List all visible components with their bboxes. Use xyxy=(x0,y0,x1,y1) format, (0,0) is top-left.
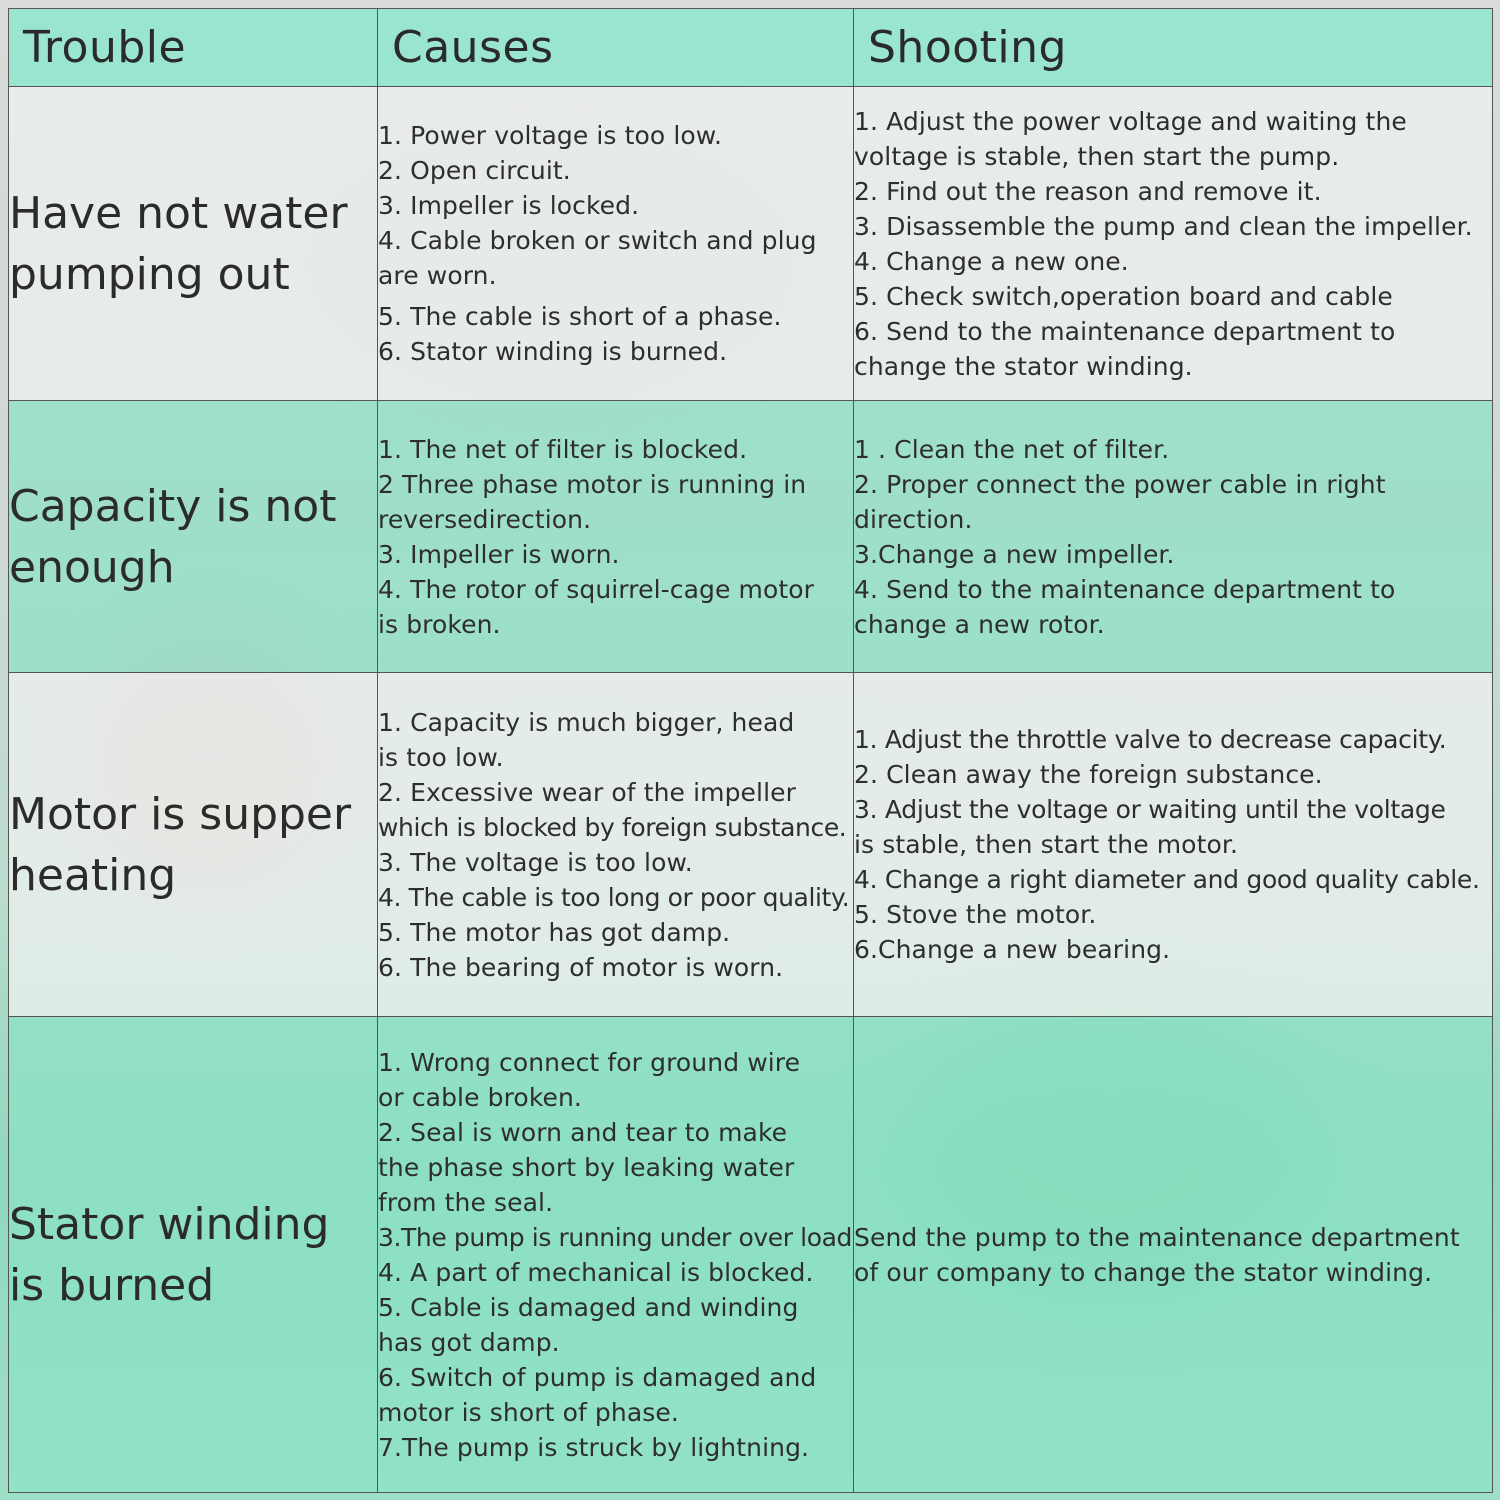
cause-line: 3. The voltage is too low. xyxy=(378,847,693,877)
trouble-line: Motor is supper xyxy=(9,788,352,840)
shooting-line: 3. Adjust the voltage or waiting until the voltage xyxy=(854,795,1446,824)
cause-line: or cable broken. xyxy=(378,1082,582,1112)
cause-line: are worn. xyxy=(378,261,497,290)
header-causes: Causes xyxy=(378,9,854,87)
table-row xyxy=(9,1017,1493,1493)
shooting-line: voltage is stable, then start the pump. xyxy=(854,141,1340,171)
causes-cell xyxy=(378,87,854,401)
shooting-line: 5. Stove the motor. xyxy=(854,900,1097,929)
trouble-cell xyxy=(9,401,378,673)
cause-line: 7.The pump is struck by lightning. xyxy=(378,1432,810,1462)
shooting-line: 1. Adjust the throttle valve to decrease capacity. xyxy=(854,725,1447,754)
cause-line: 5. The motor has got damp. xyxy=(378,917,731,947)
shooting-line: of our company to change the stator winding. xyxy=(854,1257,1433,1287)
shooting-line: 4. Change a right diameter and good quality cable. xyxy=(854,865,1480,894)
cause-line: motor is short of phase. xyxy=(378,1397,679,1427)
table-row xyxy=(9,401,1493,673)
shooting-line: 3. Disassemble the pump and clean the impeller. xyxy=(854,211,1473,241)
cause-line: 2. Open circuit. xyxy=(378,156,571,185)
cause-line: is broken. xyxy=(378,609,501,639)
table-row xyxy=(9,673,1493,1017)
cause-line: 6. The bearing of motor is worn. xyxy=(378,952,784,982)
cause-line: reversedirection. xyxy=(378,504,592,534)
shooting-line: 4. Change a new one. xyxy=(854,246,1129,276)
trouble-line: Have not water xyxy=(9,187,348,239)
table-header-row xyxy=(9,9,1493,87)
cause-line: 2. Seal is worn and tear to make xyxy=(378,1117,788,1147)
trouble-line: Capacity is not xyxy=(9,480,337,532)
cause-line: 4. Cable broken or switch and plug xyxy=(378,226,817,255)
shooting-cell xyxy=(854,401,1493,673)
trouble-line: heating xyxy=(9,849,177,901)
cause-line: 2. Excessive wear of the impeller xyxy=(378,777,796,807)
shooting-line: Send the pump to the maintenance department xyxy=(854,1222,1460,1252)
shooting-line: 2. Proper connect the power cable in right xyxy=(854,469,1386,499)
shooting-line: change a new rotor. xyxy=(854,609,1105,639)
cause-line: 4. A part of mechanical is blocked. xyxy=(378,1257,814,1287)
cause-line: 2 Three phase motor is running in xyxy=(378,469,807,499)
cause-line: from the seal. xyxy=(378,1187,554,1217)
troubleshooting-table xyxy=(8,8,1493,1493)
shooting-line: 1 . Clean the net of filter. xyxy=(854,434,1170,464)
shooting-cell xyxy=(854,87,1493,401)
cause-line: 4. The cable is too long or poor quality. xyxy=(378,882,850,912)
shooting-line: 4. Send to the maintenance department to xyxy=(854,574,1396,604)
trouble-cell xyxy=(9,673,378,1017)
trouble-line: Stator winding xyxy=(9,1198,330,1250)
cause-line: is too low. xyxy=(378,742,504,772)
header-shooting: Shooting xyxy=(854,9,1493,87)
cause-line: 3.The pump is running under over load xyxy=(378,1222,853,1252)
shooting-line: 6. Send to the maintenance department to xyxy=(854,316,1396,346)
cause-line: 6. Switch of pump is damaged and xyxy=(378,1362,817,1392)
cause-line: 6. Stator winding is burned. xyxy=(378,337,728,366)
shooting-line: 5. Check switch,operation board and cable xyxy=(854,281,1393,311)
shooting-line: 3.Change a new impeller. xyxy=(854,539,1175,569)
cause-line: 1. The net of filter is blocked. xyxy=(378,434,748,464)
shooting-line: 6.Change a new bearing. xyxy=(854,935,1171,964)
cause-line: has got damp. xyxy=(378,1327,560,1357)
trouble-cell xyxy=(9,87,378,401)
shooting-cell xyxy=(854,673,1493,1017)
causes-cell xyxy=(378,673,854,1017)
cause-line: 5. Cable is damaged and winding xyxy=(378,1292,799,1322)
shooting-cell xyxy=(854,1017,1493,1493)
cause-line: 1. Wrong connect for ground wire xyxy=(378,1047,801,1077)
shooting-line: direction. xyxy=(854,504,973,534)
trouble-cell xyxy=(9,1017,378,1493)
cause-line: 1. Capacity is much bigger, head xyxy=(378,707,795,737)
shooting-line: 2. Find out the reason and remove it. xyxy=(854,176,1322,206)
table-row xyxy=(9,87,1493,401)
causes-cell xyxy=(378,401,854,673)
shooting-line: 1. Adjust the power voltage and waiting the xyxy=(854,106,1407,136)
cause-line: 5. The cable is short of a phase. xyxy=(378,302,782,331)
header-trouble: Trouble xyxy=(9,9,378,87)
cause-line: 3. Impeller is worn. xyxy=(378,539,620,569)
cause-line: 1. Power voltage is too low. xyxy=(378,121,723,150)
shooting-line: 2. Clean away the foreign substance. xyxy=(854,760,1323,789)
cause-line: 3. Impeller is locked. xyxy=(378,191,640,220)
shooting-line: change the stator winding. xyxy=(854,351,1193,381)
cause-line: the phase short by leaking water xyxy=(378,1152,795,1182)
cause-line: 4. The rotor of squirrel-cage motor xyxy=(378,574,815,604)
trouble-line: enough xyxy=(9,541,175,593)
trouble-line: is burned xyxy=(9,1259,215,1311)
causes-cell xyxy=(378,1017,854,1493)
cause-line: which is blocked by foreign substance. xyxy=(378,812,847,842)
trouble-line: pumping out xyxy=(9,248,290,300)
shooting-line: is stable, then start the motor. xyxy=(854,830,1238,859)
